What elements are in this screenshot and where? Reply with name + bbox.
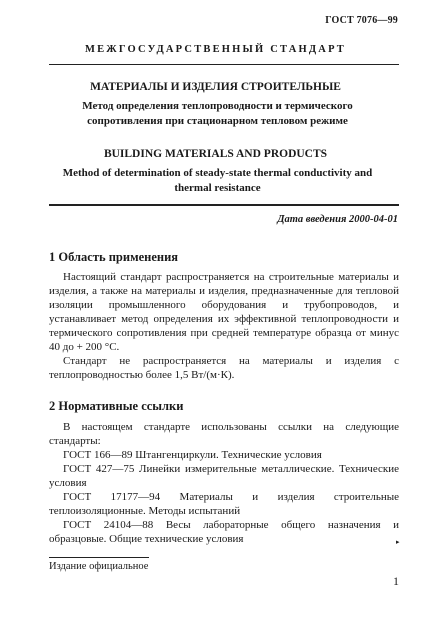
section-1-heading: 1 Область применения — [49, 250, 179, 264]
intro-date: Дата введения 2000-04-01 — [277, 214, 398, 225]
standard-type: МЕЖГОСУДАРСТВЕННЫЙ СТАНДАРТ — [84, 44, 347, 55]
reference-item: ГОСТ 166—89 Штангенциркули. Технические условия — [63, 449, 322, 461]
section-1-body — [49, 270, 399, 382]
reference-item: ГОСТ 24104—88 Весы лабораторные общего назначения и образцовые. Общие технические условия — [49, 519, 399, 545]
title-ru: МАТЕРИАЛЫ И ИЗДЕЛИЯ СТРОИТЕЛЬНЫЕ — [90, 81, 341, 93]
subtitle-ru: Метод определения теплопроводности и термического сопротивления при стационарном тепловом режиме — [82, 100, 353, 127]
section-1-paragraph: Стандарт не распространяется на материалы и изделия с теплопроводностью более 1,5 Вт/(м·К). — [49, 355, 399, 381]
page-number: 1 — [393, 574, 399, 588]
section-2-heading: 2 Нормативные ссылки — [49, 399, 184, 413]
section-1-paragraph: Настоящий стандарт распространяется на строительные материалы и изделия, а также на материалы и изделия, предназначенные для тепловой изоляции промышленного оборудования и трубопроводов, и устанавливает метод определения их эффективной теплопроводности и термического сопротивления при средней температуре образца от минус 40 до + 200 °С. — [49, 271, 399, 353]
divider-top — [49, 64, 399, 65]
section-2-body — [49, 420, 399, 546]
subtitle-en: Method of determination of steady-state thermal conductivity and thermal resistance — [62, 167, 373, 194]
footer-divider — [49, 557, 149, 558]
divider-bottom — [49, 204, 399, 206]
reference-item: ГОСТ 427—75 Линейки измерительные металлические. Технические условия — [49, 463, 399, 489]
gost-code: ГОСТ 7076—99 — [325, 15, 398, 26]
reference-item: ГОСТ 17177—94 Материалы и изделия строительные теплоизоляционные. Методы испытаний — [49, 491, 399, 517]
continuation-arrow-icon: ▸ — [396, 538, 400, 546]
footer-note: Издание официальное — [49, 561, 149, 572]
title-en: BUILDING MATERIALS AND PRODUCTS — [103, 148, 328, 160]
section-2-intro: В настоящем стандарте использованы ссылки на следующие стандарты: — [49, 421, 399, 447]
